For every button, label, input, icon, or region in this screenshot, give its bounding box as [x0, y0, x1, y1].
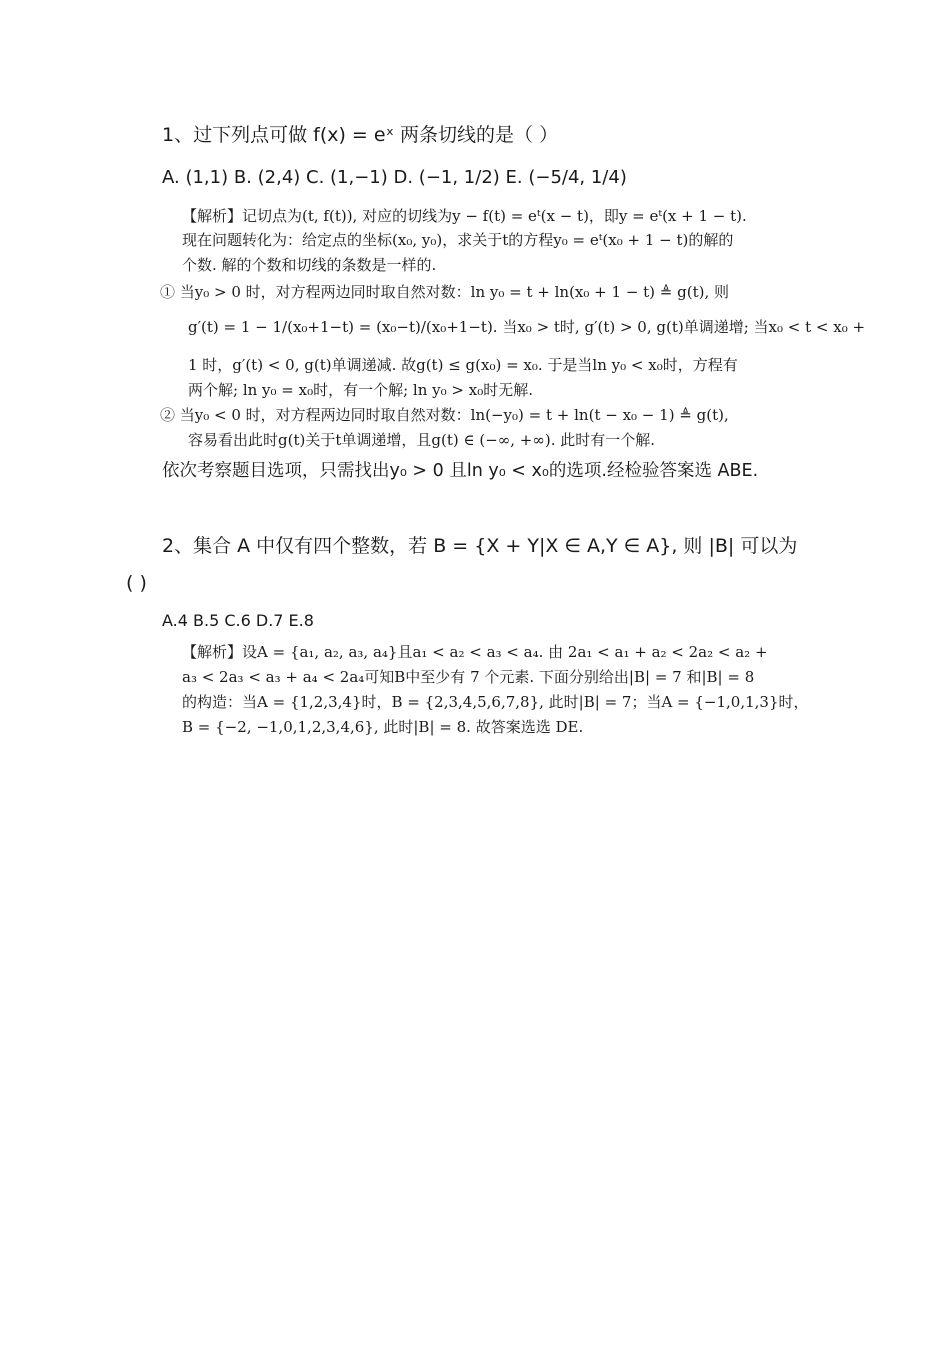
question-2-options: A.4 B.5 C.6 D.7 E.8 — [162, 611, 314, 630]
q1-solution-line: ① 当y₀ > 0 时，对方程两边同时取自然对数：ln y₀ = t + ln(x₀ + 1 − t) ≜ g(t), 则 — [160, 283, 730, 301]
q1-solution-line: 两个解; ln y₀ = x₀时，有一个解; ln y₀ > x₀时无解. — [188, 381, 533, 399]
question-1-conclusion: 依次考察题目选项，只需找出y₀ > 0 且ln y₀ < x₀的选项.经检验答案选 ABE. — [162, 461, 759, 481]
q1-solution-line: 个数. 解的个数和切线的条数是一样的. — [182, 256, 437, 274]
q1-solution-line: 容易看出此时g(t)关于t单调递增，且g(t) ∈ (−∞, +∞). 此时有一个解. — [188, 431, 656, 449]
q1-solution-line: 现在问题转化为：给定点的坐标(x₀, y₀)，求关于t的方程y₀ = eᵗ(x₀ + 1 − t)的解的 — [182, 231, 734, 249]
q1-solution-line: 【解析】记切点为(t, f(t)), 对应的切线为y − f(t) = eᵗ(x − t)，即y = eᵗ(x + 1 − t). — [182, 207, 747, 225]
question-2-title: 2、集合 A 中仅有四个整数，若 B = {X + Y|X ∈ A,Y ∈ A}, 则 |B| 可以为 — [162, 535, 798, 557]
question-1-title: 1、过下列点可做 f(x) = eˣ 两条切线的是（ ） — [162, 124, 559, 146]
q2-solution-line: B = {−2, −1,0,1,2,3,4,6}, 此时|B| = 8. 故答案选选 DE. — [182, 718, 584, 736]
question-2-title-cont: ( ) — [126, 572, 147, 594]
q1-solution-line: 1 时，g′(t) < 0, g(t)单调递减. 故g(t) ≤ g(x₀) = x₀. 于是当ln y₀ < x₀时，方程有 — [188, 356, 738, 374]
q2-solution-line: 【解析】设A = {a₁, a₂, a₃, a₄}且a₁ < a₂ < a₃ < a₄. 由 2a₁ < a₁ + a₂ < 2a₂ < a₂ + — [182, 643, 768, 661]
q2-solution-line: a₃ < 2a₃ < a₃ + a₄ < 2a₄可知B中至少有 7 个元素. 下面分别给出|B| = 7 和|B| = 8 — [182, 668, 755, 686]
q1-solution-line: g′(t) = 1 − 1/(x₀+1−t) = (x₀−t)/(x₀+1−t). 当x₀ > t时, g′(t) > 0, g(t)单调递增; 当x₀ < t < x₀ + — [188, 318, 866, 336]
question-1-options: A. (1,1) B. (2,4) C. (1,−1) D. (−1, 1/2) E. (−5/4, 1/4) — [162, 167, 627, 188]
q2-solution-line: 的构造：当A = {1,2,3,4}时，B = {2,3,4,5,6,7,8}, 此时|B| = 7；当A = {−1,0,1,3}时， — [182, 693, 809, 711]
q1-solution-line: ② 当y₀ < 0 时，对方程两边同时取自然对数：ln(−y₀) = t + ln(t − x₀ − 1) ≜ g(t), — [160, 406, 729, 424]
